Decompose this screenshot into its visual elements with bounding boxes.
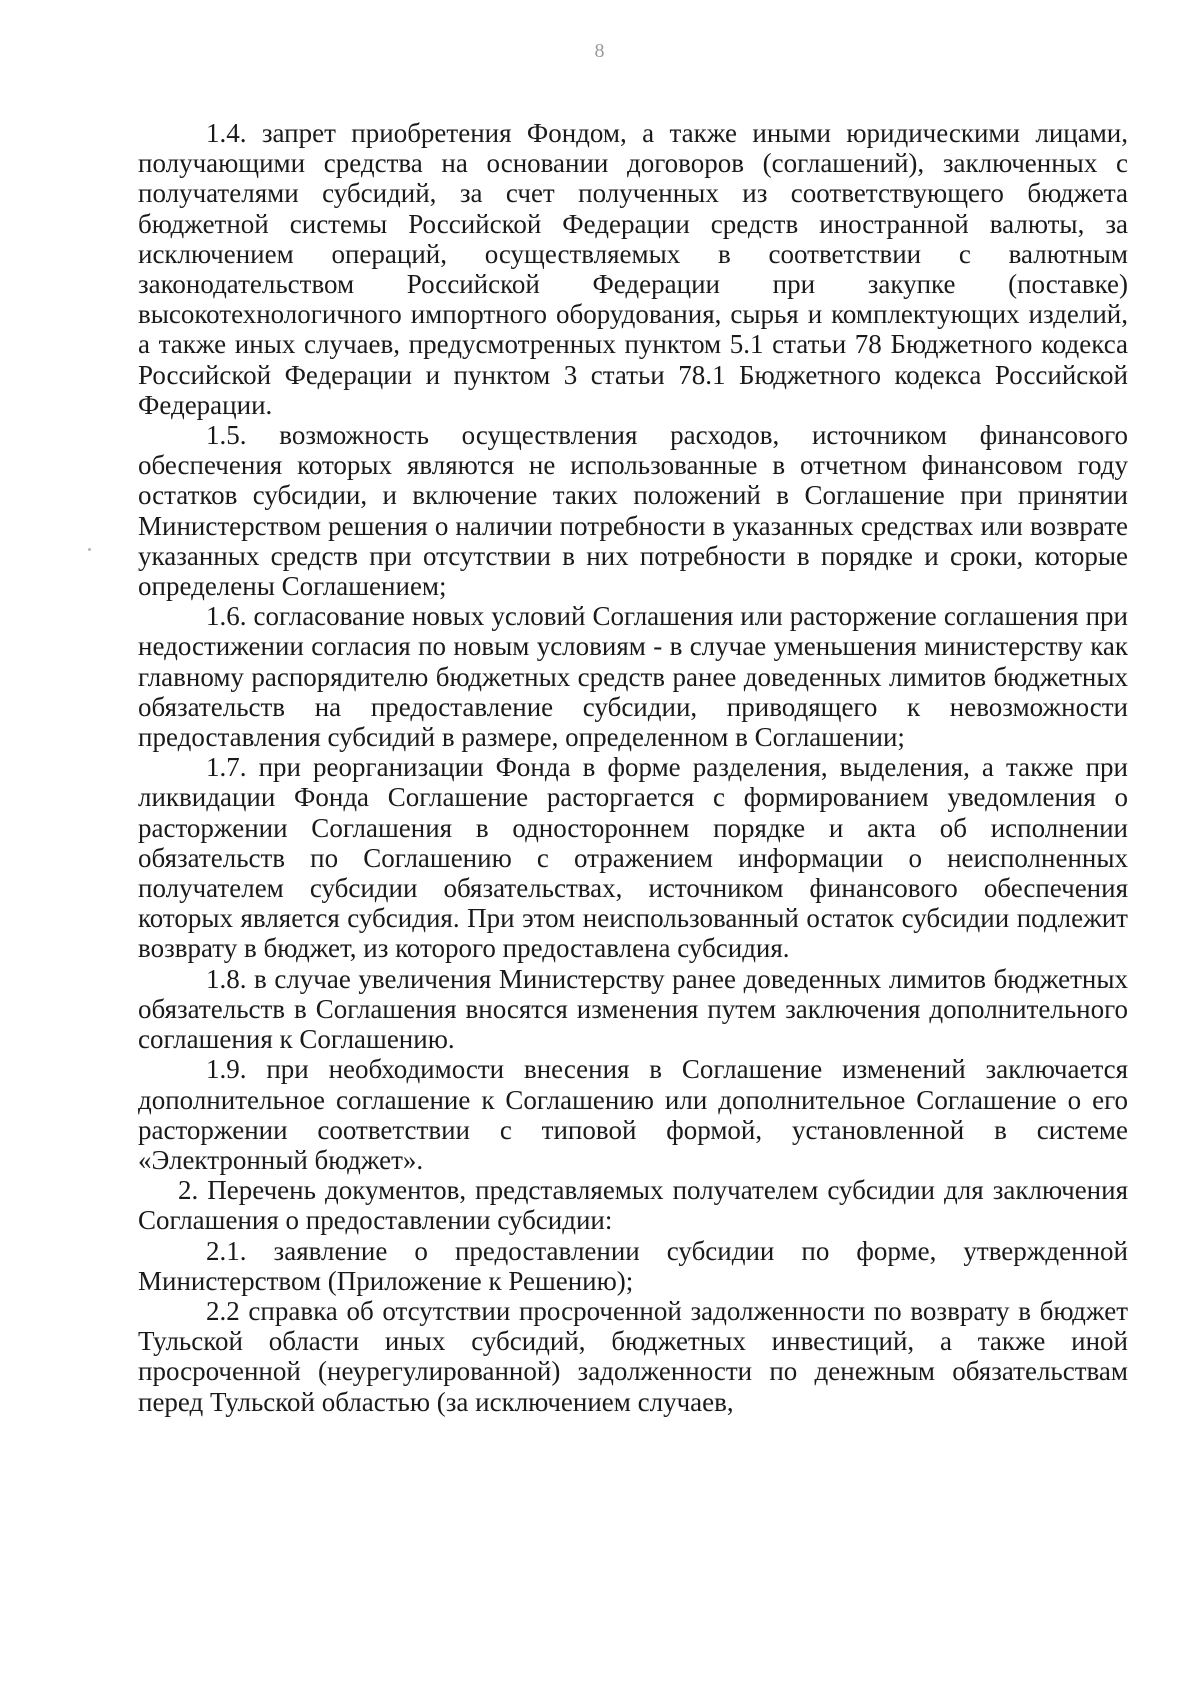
paragraph-1-9: 1.9. при необходимости внесения в Соглашение изменений заключается дополнительное соглашение к Соглашению или дополнительное Соглашение о его расторжении соответствии с типовой формой, установленной в системе «Электронный бюджет». xyxy=(138,1054,1128,1175)
paragraph-2-2: 2.2 справка об отсутствии просроченной задолженности по возврату в бюджет Тульской области иных субсидий, бюджетных инвестиций, а также иной просроченной (неурегулированной) задолженности по денежным обязательствам перед Тульской областью (за исключением случаев, xyxy=(138,1295,1128,1417)
paragraph-2: 2. Перечень документов, представляемых получателем субсидии для заключения Соглашения о предоставлении субсидии: xyxy=(138,1175,1128,1236)
paragraph-1-4: 1.4. запрет приобретения Фондом, а также иными юридическими лицами, получающими средства на основании договоров (соглашений), заключенных с получателями субсидий, за счет полученных из соответствующего бюджета бюджетной системы Российской Федерации средств иностранной валюты, за исключением операций, осуществляемых в соответствии с валютным законодательством Российской Федерации при закупке (поставке) высокотехнологичного импортного оборудования, сырья и комплектующих изделий, а также иных случаев, предусмотренных пунктом 5.1 статьи 78 Бюджетного кодекса Российской Федерации и пунктом 3 статьи 78.1 Бюджетного кодекса Российской Федерации. xyxy=(138,118,1128,420)
paragraph-1-6: 1.6. согласование новых условий Соглашения или расторжение соглашения при недостижении согласия по новым условиям - в случае уменьшения министерству как главному распорядителю бюджетных средств ранее доведенных лимитов бюджетных обязательств на предоставление субсидии, приводящего к невозможности предоставления субсидий в размере, определенном в Соглашении; xyxy=(138,601,1128,753)
paragraph-2-1: 2.1. заявление о предоставлении субсидии по форме, утвержденной Министерством (Приложение к Решению); xyxy=(138,1235,1128,1296)
paragraph-1-7: 1.7. при реорганизации Фонда в форме разделения, выделения, а также при ликвидации Фонда Соглашение расторгается с формированием уведомления о расторжении Соглашения в одностороннем порядке и акта об исполнении обязательств по Соглашению с отражением информации о неисполненных получателем субсидии обязательствах, источником финансового обеспечения которых является субсидия. При этом неиспользованный остаток субсидии подлежит возврату в бюджет, из которого предоставлена субсидия. xyxy=(138,752,1128,964)
page-number: 8 xyxy=(594,40,606,62)
paragraph-1-8: 1.8. в случае увеличения Министерству ранее доведенных лимитов бюджетных обязательств в Соглашения вносятся изменения путем заключения дополнительного соглашения к Соглашению. xyxy=(138,963,1128,1055)
scan-speck xyxy=(88,548,91,551)
paragraph-1-5: 1.5. возможность осуществления расходов, источником финансового обеспечения которых являются не использованные в отчетном финансовом году остатков субсидии, и включение таких положений в Соглашение при принятии Министерством решения о наличии потребности в указанных средствах или возврате указанных средств при отсутствии в них потребности в порядке и сроки, которые определены Соглашением; xyxy=(138,420,1128,602)
document-body xyxy=(138,118,1128,1417)
